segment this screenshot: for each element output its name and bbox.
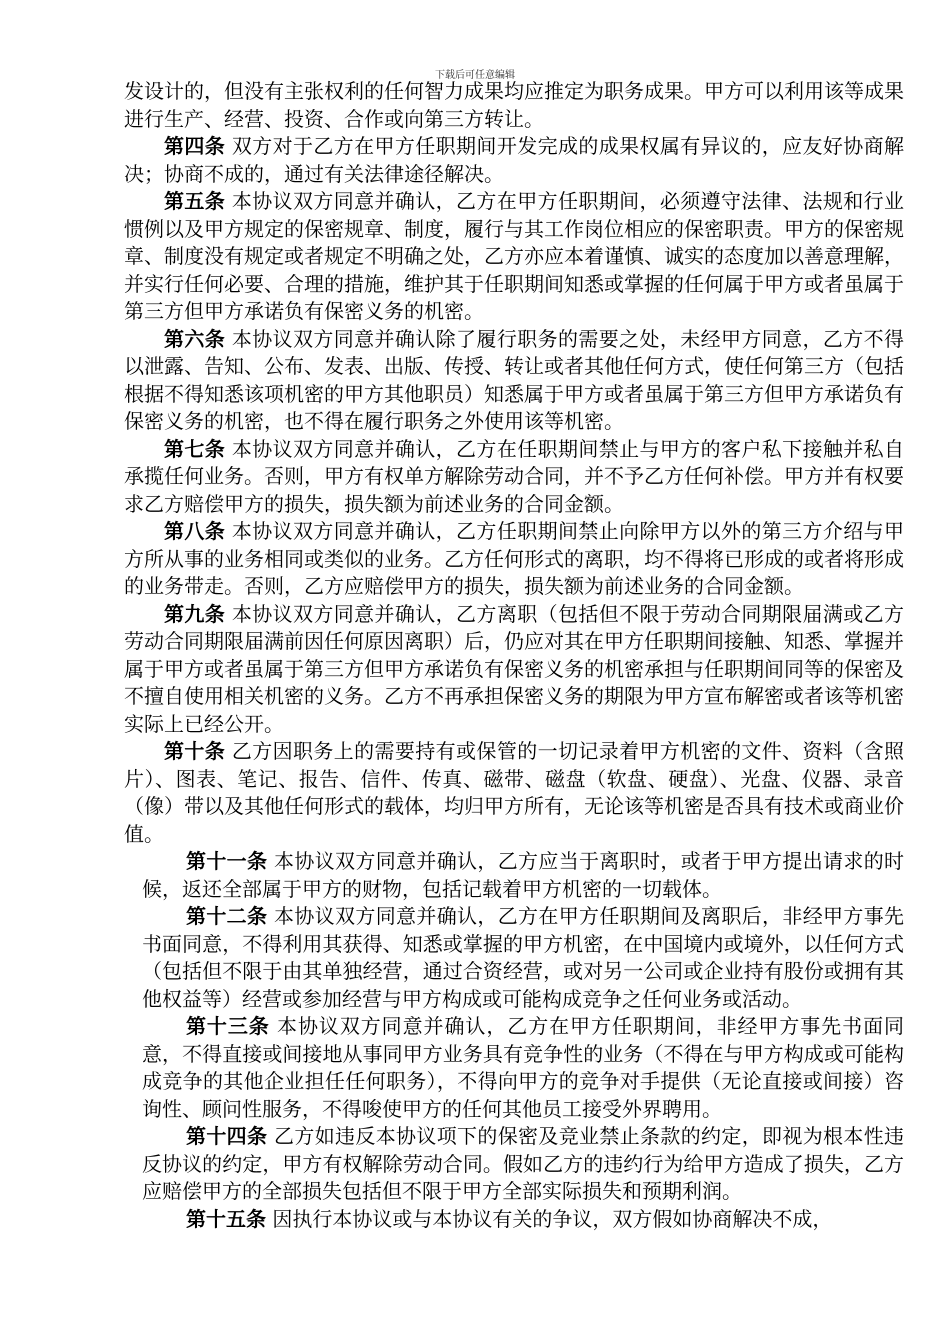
article-number: 第七条	[164, 436, 226, 461]
article-12	[124, 903, 904, 1013]
paragraph-text: 本协议双方同意并确认，乙方在甲方任职期间，必须遵守法律、法规和行业惯例以及甲方规定的保密规章、制度，履行与其工作岗位相应的保密职责。甲方的保密规章、制度没有规定或者规定不明确之处，乙方亦应本着谨慎、诚实的态度加以善意理解，并实行任何必要、合理的措施，维护其于任职期间知悉或掌握的任何属于甲方或者虽属于第三方但甲方承诺负有保密义务的机密。	[124, 189, 905, 323]
paragraph-continuation	[124, 78, 904, 133]
article-number: 第十三条	[186, 1014, 270, 1038]
paragraph-text: 乙方因职务上的需要持有或保管的一切记录着甲方机密的文件、资料（含照片）、图表、笔记、报告、信件、传真、磁带、磁盘（软盘、硬盘）、光盘、仪器、录音（像）带以及其他任何形式的载体，均归甲方所有，无论该等机密是否具有技术或商业价值。	[124, 739, 905, 846]
article-number: 第六条	[164, 326, 226, 351]
article-7	[124, 436, 904, 519]
article-9	[124, 601, 904, 739]
article-number: 第十四条	[186, 1124, 268, 1148]
paragraph-text: 本协议双方同意并确认，乙方在甲方任职期间，非经甲方事先书面同意，不得直接或间接地从事同甲方业务具有竞争性的业务（不得在与甲方构成或可能构成竞争的其他企业担任任何职务），不得向甲方的竞争对手提供（无论直接或间接）咨询性、顾问性服务，不得唆使甲方的任何其他员工接受外界聘用。	[142, 1014, 905, 1121]
paragraph-text: 发设计的，但没有主张权利的任何智力成果均应推定为职务成果。甲方可以利用该等成果进行生产、经营、投资、合作或向第三方转让。	[124, 79, 904, 131]
paragraph-text: 双方对于乙方在甲方任职期间开发完成的成果权属有异议的，应友好协商解决；协商不成的，通过有关法律途径解决。	[124, 134, 905, 186]
article-11	[124, 848, 904, 903]
article-number: 第九条	[164, 601, 226, 626]
document-body	[124, 78, 904, 1233]
paragraph-text: 本协议双方同意并确认除了履行职务的需要之处，未经甲方同意，乙方不得以泄露、告知、公布、发表、出版、传授、转让或者其他任何方式，使任何第三方（包括根据不得知悉该项机密的甲方其他职员）知悉属于甲方或者虽属于第三方但甲方承诺负有保密义务的机密，也不得在履行职务之外使用该等机密。	[124, 326, 905, 433]
article-14	[124, 1123, 904, 1206]
paragraph-text: 乙方如违反本协议项下的保密及竞业禁止条款的约定，即视为根本性违反协议的约定，甲方有权解除劳动合同。假如乙方的违约行为给甲方造成了损失，乙方应赔偿甲方的全部损失包括但不限于甲方全部实际损失和预期利润。	[142, 1124, 905, 1203]
article-number: 第十五条	[186, 1206, 266, 1231]
article-number: 第五条	[164, 189, 226, 213]
article-4	[124, 133, 904, 188]
article-number: 第十一条	[186, 849, 268, 873]
article-number: 第十二条	[186, 904, 268, 928]
article-6	[124, 326, 904, 436]
article-13	[124, 1013, 904, 1123]
article-10	[124, 738, 904, 848]
paragraph-text: 因执行本协议或与本协议有关的争议，双方假如协商解决不成，	[272, 1206, 833, 1231]
paragraph-text: 本协议双方同意并确认，乙方在甲方任职期间及离职后，非经甲方事先书面同意，不得利用其获得、知悉或掌握的甲方机密，在中国境内或境外，以任何方式（包括但不限于由其单独经营，通过合资经营，或对另一公司或企业持有股份或拥有其他权益等）经营或参加经营与甲方构成或可能构成竞争之任何业务或活动。	[142, 904, 905, 1011]
page-header: 下载后可任意编辑	[435, 70, 515, 81]
article-8	[124, 518, 904, 601]
article-15	[124, 1206, 904, 1234]
paragraph-text: 本协议双方同意并确认，乙方任职期间禁止向除甲方以外的第三方介绍与甲方所从事的业务相同或类似的业务。乙方任何形式的离职，均不得将已形成的或者将形成的业务带走。否则，乙方应赔偿甲方的损失，损失额为前述业务的合同金额。	[124, 519, 905, 598]
paragraph-text: 本协议双方同意并确认，乙方在任职期间禁止与甲方的客户私下接触并私自承揽任何业务。否则，甲方有权单方解除劳动合同，并不予乙方任何补偿。甲方并有权要求乙方赔偿甲方的损失，损失额为前述业务的合同金额。	[124, 436, 905, 516]
article-number: 第八条	[164, 519, 226, 543]
paragraph-text: 本协议双方同意并确认，乙方应当于离职时，或者于甲方提出请求的时候，返还全部属于甲方的财物，包括记载着甲方机密的一切载体。	[142, 849, 905, 901]
article-5	[124, 188, 904, 326]
paragraph-text: 本协议双方同意并确认，乙方离职（包括但不限于劳动合同期限届满或乙方劳动合同期限届满前因任何原因离职）后，仍应对其在甲方任职期间接触、知悉、掌握并属于甲方或者虽属于第三方但甲方承诺负有保密义务的机密承担与任职期间同等的保密及不擅自使用相关机密的义务。乙方不再承担保密义务的期限为甲方宣布解密或者该等机密实际上已经公开。	[124, 601, 905, 736]
article-number: 第四条	[164, 134, 226, 158]
article-number: 第十条	[164, 739, 226, 763]
